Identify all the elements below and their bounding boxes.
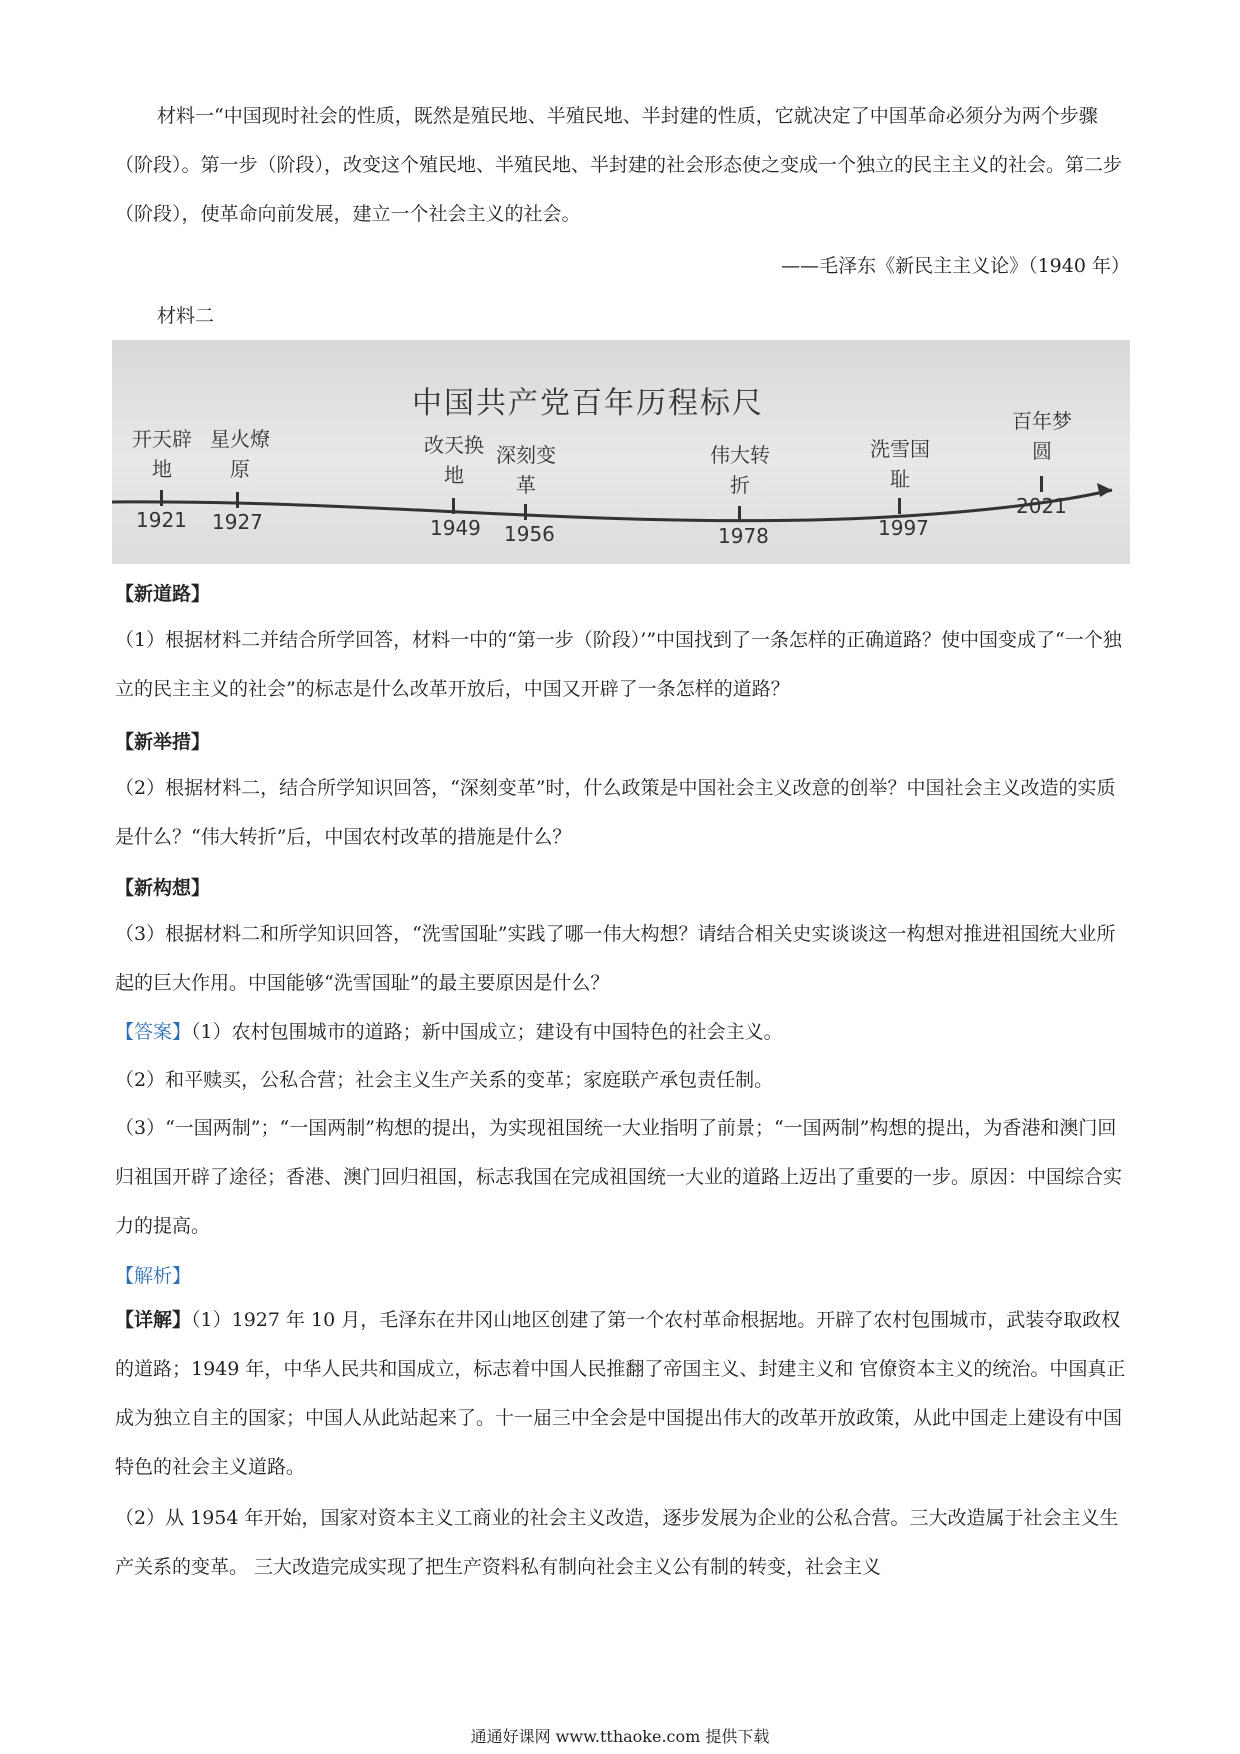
footer-text: 通通好课网 www.tthaoke.com 提供下载 (470, 1727, 770, 1746)
detail-tag: 【详解】 (115, 1309, 192, 1331)
timeline-figure (112, 340, 1130, 564)
detail-2: （2）从 1954 年开始，国家对资本主义工商业的社会主义改造，逐步发展为企业的公私合营。三大改造属于社会主义生产关系的变革。 三大改造完成实现了把生产资料私有制向社会主义公有制的转变，社会主义 (115, 1507, 1119, 1578)
event-label-1921: 开天辟地 (132, 427, 192, 481)
analysis-line-1 (115, 1296, 1130, 1492)
q2-heading: 【新举措】 (115, 731, 211, 753)
event-tick-1997 (898, 498, 901, 514)
event-year-1978: 1978 (718, 524, 769, 548)
event-tick-1978 (738, 506, 741, 522)
q3-heading: 【新构想】 (115, 877, 211, 899)
event-year-1997: 1997 (878, 516, 929, 540)
event-label-2021: 百年梦圆 (1012, 409, 1072, 463)
event-label-1949: 改天换地 (424, 433, 484, 487)
analysis-tag: 【解析】 (115, 1265, 192, 1287)
q3-text: （3）根据材料二和所学知识回答，“洗雪国耻”实践了哪一伟大构想？请结合相关史实谈谈这一构想对推进祖国统大业所起的巨大作用。中国能够“洗雪国耻”的最主要原因是什么？ (115, 923, 1116, 994)
q2-text: （2）根据材料二，结合所学知识回答，“深刻变革”时，什么政策是中国社会主义改意的创举？中国社会主义改造的实质是什么？“伟大转折”后，中国农村改革的措施是什么？ (115, 777, 1116, 848)
material1-text: 材料一“中国现时社会的性质，既然是殖民地、半殖民地、半封建的性质，它就决定了中国革命必须分为两个步骤（阶段）。第一步（阶段），改变这个殖民地、半殖民地、半封建的社会形态使之变成一个独立的民主主义的社会。第二步（阶段），使革命向前发展，建立一个社会主义的社会。 (115, 105, 1123, 225)
event-tick-1927 (236, 492, 239, 508)
answer-line-1 (115, 1008, 1130, 1057)
event-year-1927: 1927 (212, 510, 263, 534)
timeline-title: 中国共产党百年历程标尺 (412, 386, 764, 421)
event-tick-2021 (1040, 476, 1043, 492)
q1-text: （1）根据材料二并结合所学回答，材料一中的“第一步（阶段）’”中国找到了一条怎样的正确道路？使中国变成了“一个独立的民主主义的社会”的标志是什么改革开放后，中国又开辟了一条怎样的道路？ (115, 629, 1122, 700)
arrow-head-icon (1097, 483, 1112, 497)
event-label-1997: 洗雪国耻 (870, 437, 930, 491)
answer-1: （1）农村包围城市的道路；新中国成立；建设有中国特色的社会主义。 (191, 1021, 783, 1043)
event-year-1949: 1949 (430, 516, 481, 540)
event-year-1956: 1956 (504, 522, 555, 546)
event-label-1978: 伟大转折 (710, 443, 770, 497)
event-tick-1956 (524, 504, 527, 520)
event-tick-1921 (160, 490, 163, 506)
event-tick-1949 (452, 498, 455, 514)
answer-2: （2）和平赎买，公私合营；社会主义生产关系的变革；家庭联产承包责任制。 (115, 1069, 774, 1091)
answer-tag: 【答案】 (115, 1021, 192, 1043)
event-year-2021: 2021 (1016, 494, 1067, 518)
event-year-1921: 1921 (136, 508, 187, 532)
material1-source: ——毛泽东《新民主主义论》（1940 年） (781, 255, 1130, 277)
event-label-1956: 深刻变革 (496, 443, 556, 497)
material2-label: 材料二 (157, 305, 215, 327)
q1-heading: 【新道路】 (115, 583, 211, 605)
answer-3: （3）“一国两制”；“一国两制”构想的提出，为实现祖国统一大业指明了前景；“一国两制”构想的提出，为香港和澳门回归祖国开辟了途径；香港、澳门回归祖国，标志我国在完成祖国统一大业的道路上迈出了重要的一步。原因：中国综合实力的提高。 (115, 1117, 1123, 1237)
detail-1: （1）1927 年 10 月，毛泽东在井冈山地区创建了第一个农村革命根据地。开辟了农村包围城市，武装夺取政权的道路；1949 年，中华人民共和国成立，标志着中国人民推翻了帝国主义、封建主义和 官僚资本主义的统治。中国真正成为独立自主的国家；中国人从此站起来了。十一届三中全会是中国提出伟大的改革开放政策，从此中国走上建设有中国特色的社会主义道路。 (115, 1309, 1126, 1478)
event-label-1927: 星火燎原 (210, 427, 270, 481)
